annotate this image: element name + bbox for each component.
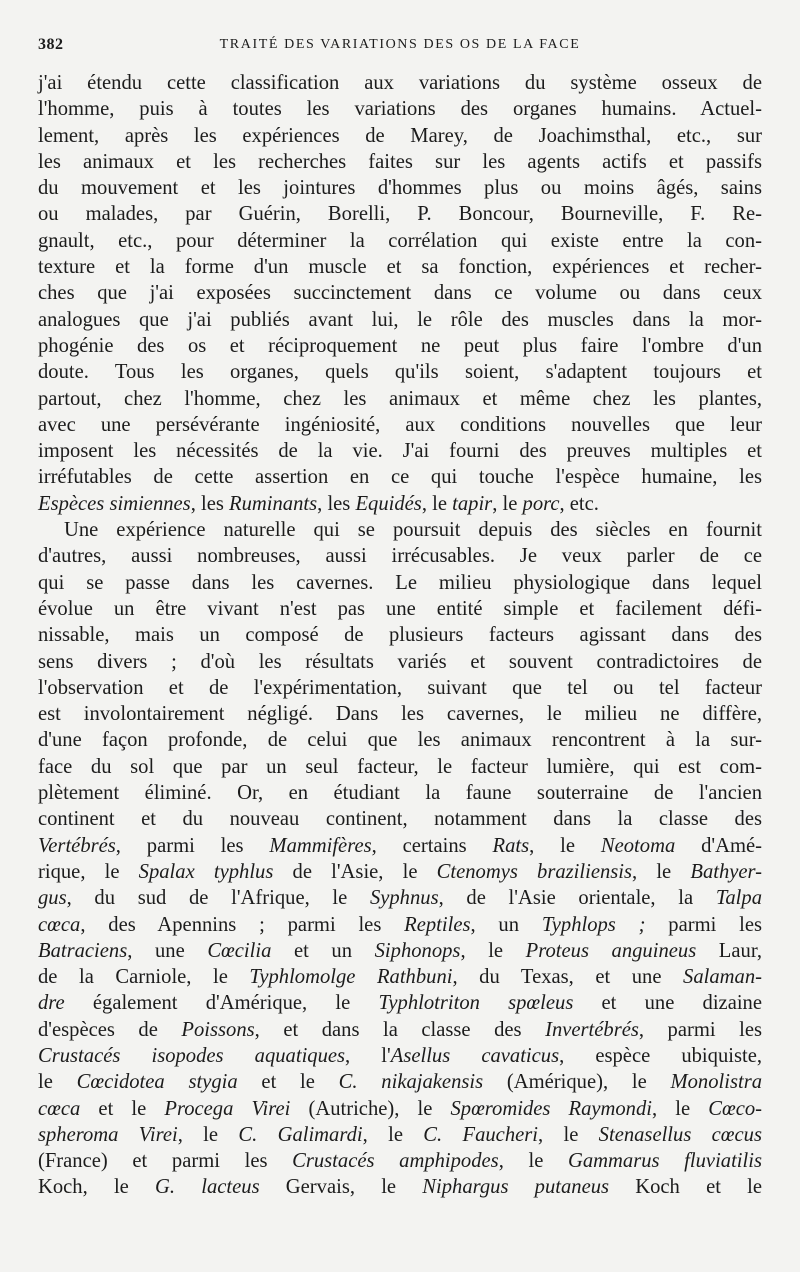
text-line: Espèces simiennes, les Ruminants, les Equidés, le tapir, le porc, etc. — [38, 492, 599, 515]
text-line: rique, le Spalax typhlus de l'Asie, le Ctenomys braziliensis, le Bathyer- — [38, 860, 762, 883]
text-line: doute. Tous les organes, quels qu'ils soient, s'adaptent toujours et — [38, 361, 762, 384]
text-line: sens divers ; d'où les résultats variés et souvent contradictoires de — [38, 650, 762, 673]
text-line: évolue un être vivant n'est pas une entité simple et facilement défi- — [38, 597, 762, 620]
text-line: Vertébrés, parmi les Mammifères, certains Rats, le Neotoma d'Amé- — [38, 834, 763, 857]
text-line: dre également d'Amérique, le Typhlotriton spœleus et une dizaine — [38, 992, 762, 1015]
text-line: plètement éliminé. Or, en étudiant la faune souterraine de l'ancien — [38, 782, 762, 805]
text-line: texture et la forme d'un muscle et sa fonction, expériences et recher- — [38, 256, 762, 279]
running-title: TRAITÉ DES VARIATIONS DES OS DE LA FACE — [219, 37, 581, 52]
text-line: le Cœcidotea stygia et le C. nikajakensis (Amérique), le Monolistra — [38, 1071, 763, 1094]
text-line: Crustacés isopodes aquatiques, l'Asellus cavaticus, espèce ubiquiste, — [38, 1044, 762, 1067]
text-line: analogues que j'ai publiés avant lui, le rôle des muscles dans la mor- — [38, 308, 762, 331]
text-line: gus, du sud de l'Afrique, le Syphnus, de l'Asie orientale, la Talpa — [38, 887, 762, 910]
text-line: d'une façon profonde, de celui que les animaux rencontrent à la sur- — [38, 729, 762, 752]
text-line: gnault, etc., pour déterminer la corrélation qui existe entre la con- — [38, 229, 762, 252]
text-line: (France) et parmi les Crustacés amphipodes, le Gammarus fluviatilis — [38, 1150, 762, 1173]
text-line: nissable, mais un composé de plusieurs facteurs agissant dans des — [38, 624, 762, 647]
text-line: lement, après les expériences de Marey, de Joachimsthal, etc., sur — [38, 124, 762, 147]
text-line: Une expérience naturelle qui se poursuit depuis des siècles en fournit — [64, 519, 762, 542]
text-line: irréfutables de cette assertion en ce qui touche l'espèce humaine, les — [38, 466, 762, 489]
text-line: Koch, le G. lacteus Gervais, le Niphargus putaneus Koch et le — [38, 1176, 762, 1199]
text-line: continent et du nouveau continent, notamment dans la classe des — [38, 808, 762, 831]
text-line: est involontairement négligé. Dans les cavernes, le milieu ne diffère, — [38, 703, 762, 726]
text-line: partout, chez l'homme, chez les animaux et même chez les plantes, — [38, 387, 762, 410]
text-line: du mouvement et les jointures d'hommes plus ou moins âgés, sains — [38, 177, 762, 200]
text-line: Batraciens, une Cœcilia et un Siphonops, le Proteus anguineus Laur, — [38, 939, 763, 962]
text-line: cœca, des Apennins ; parmi les Reptiles, un Typhlops ; parmi les — [38, 913, 762, 936]
text-line: avec une persévérante ingéniosité, aux conditions nouvelles que leur — [38, 413, 762, 436]
page-header — [38, 36, 762, 58]
text-line: de la Carniole, le Typhlomolge Rathbuni, du Texas, et une Salaman- — [38, 966, 762, 989]
text-line: l'homme, puis à toutes les variations des organes humains. Actuel- — [38, 98, 762, 121]
text-line: les animaux et les recherches faites sur les agents actifs et passifs — [38, 150, 762, 173]
page-number: 382 — [38, 36, 64, 53]
text-line: ou malades, par Guérin, Borelli, P. Boncour, Bourneville, F. Re- — [38, 203, 762, 226]
text-line: spheroma Virei, le C. Galimardi, le C. Faucheri, le Stenasellus cœcus — [38, 1123, 762, 1146]
body-text — [38, 70, 762, 1201]
text-line: d'espèces de Poissons, et dans la classe des Invertébrés, parmi les — [38, 1018, 762, 1041]
text-line: cœca et le Procega Virei (Autriche), le Spœromides Raymondi, le Cœco- — [38, 1097, 762, 1120]
text-line: imposent les nécessités de la vie. J'ai fourni des preuves multiples et — [38, 440, 762, 463]
text-line: j'ai étendu cette classification aux variations du système osseux de — [38, 72, 762, 94]
text-line: d'autres, aussi nombreuses, aussi irrécusables. Je veux parler de ce — [38, 545, 762, 568]
text-line: l'observation et de l'expérimentation, suivant que tel ou tel facteur — [38, 676, 762, 699]
text-line: ches que j'ai exposées succinctement dans ce volume ou dans ceux — [38, 282, 762, 305]
text-line: face du sol que par un seul facteur, le facteur lumière, qui est com- — [38, 755, 762, 778]
text-line: qui se passe dans les cavernes. Le milieu physiologique dans lequel — [38, 571, 762, 594]
text-line: phogénie des os et réciproquement ne peut plus faire l'ombre d'un — [38, 334, 762, 357]
